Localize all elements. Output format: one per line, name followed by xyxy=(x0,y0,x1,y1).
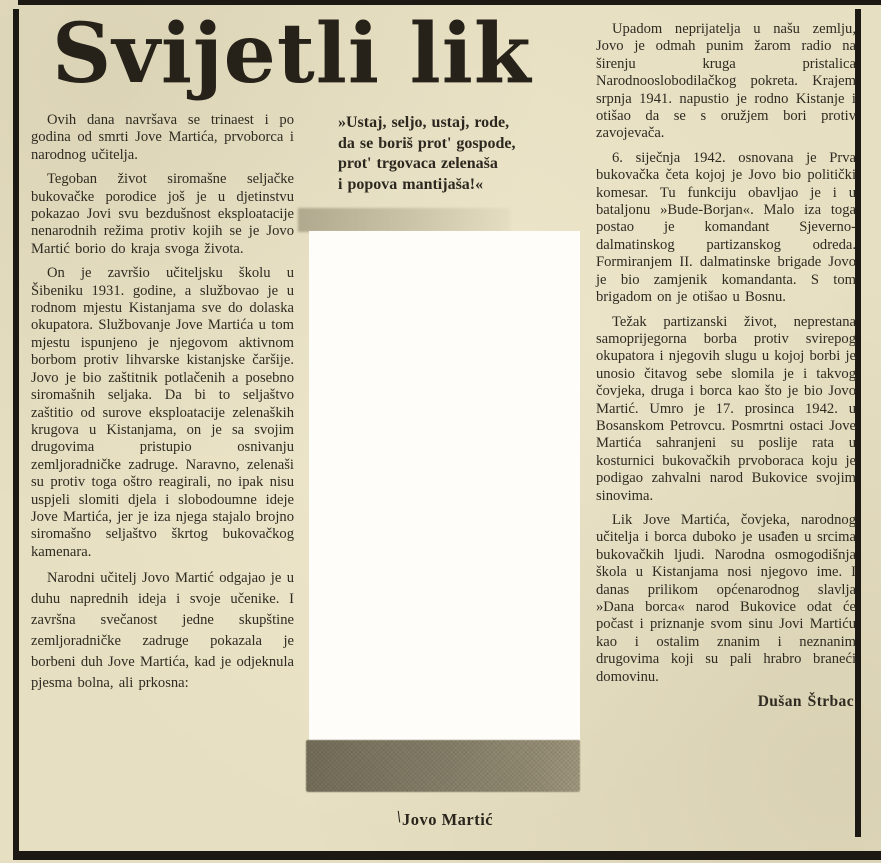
quote-line: da se boriš prot' gospode, xyxy=(338,134,516,152)
caption-stray-mark: \ xyxy=(394,806,404,827)
left-rule xyxy=(13,9,19,854)
paragraph: Ovih dana navršava se trinaest i po godina od smrti Jove Martića, prvoborca i narodnog učitelja. xyxy=(31,112,294,163)
top-rule xyxy=(18,0,881,5)
photo-caption xyxy=(309,806,580,830)
paragraph: On je završio učiteljsku školu u Šibeniku 1931. godine, a službovao je u rodnom mjestu Kistanjama sve do dolaska okupatora. Službovanje Jove Martića u tom mjestu ispunjeno je njegovom aktivnom borbom protiv lihvarske kistanjske čaršije. Jovo je bio zaštitnik potlačenih a posebno siromašnih seljaka. Da bi to seljaštvo zaštitio od surove eksploatacije zelenaških krugova u Kistanjama, on je sa svojim drugovima pristupio osnivanju zemljoradničke zadruge. Naravno, zelenaši su protiv toga oštro reagirali, no ipak nisu uspjeli slomiti djela i slobodoumne ideje Jove Martića, jer je iza njega stajalo brojno siromašno seljaštvo škrtog bukovačkog kamenara. xyxy=(31,265,294,560)
photo-placeholder xyxy=(309,231,580,740)
paragraph: Lik Jove Martića, čovjeka, narodnog učitelja i borca duboko je usađen u srcima bukovačkih ljudi. Narodna osmogodišnja škola u Kistanjama nosi njegovo ime. I danas prilikom općenarodnog slavlja »Dana borca« narod Bukovice odat će počast i priznanje svom sinu Jovi Martiću kao i ostalim znanim i neznanim drugovima koji su pali hrabro braneći domovinu. xyxy=(596,511,856,685)
quote-line: prot' trgovaca zelenaša xyxy=(338,155,498,172)
bottom-rule xyxy=(13,851,881,860)
photo-caption-text: Jovo Martić xyxy=(401,810,494,829)
article-headline: Svijetli lik xyxy=(52,6,532,102)
paragraph: Tegoban život siromašne seljačke bukovačke porodice još je u djetinstvu pokazao Jovi svu bezdušnost eksploatacije nenarodnih režima protiv kojih se je Jovo Martić borio do kraja svoga života. xyxy=(31,171,294,257)
author-byline: Dušan Štrbac xyxy=(757,693,854,711)
paragraph: Narodni učitelj Jovo Martić odgajao je u duhu naprednih ideja i svoje učenike. I završna svečanost jedne skupštine zemljoradničke zadruge pokazala je borbeni duh Jove Martića, kad je odjeknula pjesma bolna, ali prkosna: xyxy=(31,570,294,692)
paragraph: Upadom neprijatelja u našu zemlju, Jovo je odmah punim žarom radio na širenju kruga pristalica Narodnooslobodilačkog pokreta. Krajem srpnja 1941. napustio je rodno Kistanje i otišao da se s oružjem bori protiv zavojevača. xyxy=(596,21,856,142)
photo-scan-smudge-bottom xyxy=(306,740,580,792)
song-quote xyxy=(338,113,583,195)
photo-scan-smudge-top xyxy=(298,208,510,232)
left-column xyxy=(31,112,294,701)
paragraph: Težak partizanski život, neprestana samoprijegorna borba protiv svirepog okupatora i njegovih slugu u kojoj borbi je unosio čitavog sebe slomila je i takvog čovjeka, druga i borca kao što je bio Jovo Martić. Umro je 17. prosinca 1942. u Bosanskom Petrovcu. Posmrtni ostaci Jove Martića sahranjeni su poslije rata u kosturnici bukovačkih prvoboraca koju je podigao zahvalni narod Bukovice svojim sinovima. xyxy=(596,313,856,504)
right-column xyxy=(596,21,856,717)
quote-line: i popova mantijaša!« xyxy=(338,175,484,193)
quote-line: »Ustaj, seljo, ustaj, rode, xyxy=(338,114,510,131)
paragraph: 6. siječnja 1942. osnovana je Prva bukovačka četa kojoj je Jovo bio politički komesar. Tu funkciju obavljao je i u bataljonu »Bude-Borjan«. Malo iza toga postao je komandant Sjeverno-dalmatinskog partizanskog odreda. Formiranjem II. dalmatinske brigade Jovo je bio zamjenik komandanta. S tom brigadom on je otišao u Bosnu. xyxy=(596,149,856,306)
